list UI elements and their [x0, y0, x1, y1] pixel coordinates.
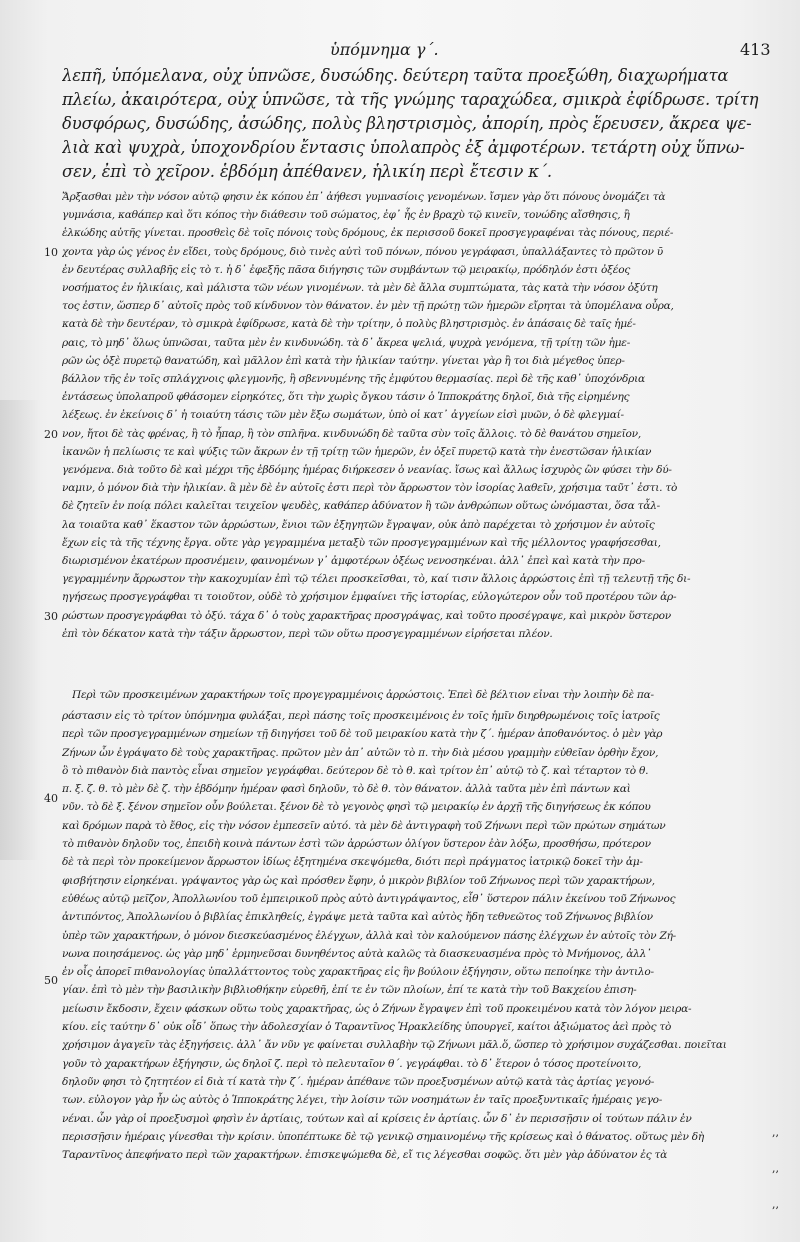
- commentary-line: κίου. εἰς ταύτην δ᾽ οὐκ οἶδ᾽ ὅπως τὴν ἀδολεσχίαν ὁ Ταραντῖνος Ἡρακλείδης ὑπουργεῖ, καίτοι ἀξιώματος ἀεὶ πρὸς τὸ: [62, 1021, 672, 1034]
- text-line: λεπῆ, ὑπόμελανα, οὐχ ὑπνῶσε, δυσώδης. δεύτερη ταῦτα προεξώθη, διαχωρήματα: [62, 66, 729, 85]
- line-number-20: 20: [44, 428, 58, 441]
- quote-mark: ,,: [772, 1126, 779, 1139]
- commentary-line: ἐν δευτέρας συλλαβῆς εἰς τὸ τ. ἡ δ᾽ ἐφεξῆς πᾶσα διήγησις τῶν συμβάντων τῷ μειρακίῳ, πρόδηλόν ἐστι ὀξέος: [62, 263, 631, 276]
- commentary-line: ράστασιν εἰς τὸ τρίτον ὑπόμνημα φυλάξαι, περὶ πάσης τοῖς προσκειμένοις ἐν τοῖς ἡμῖν διηρθρωμένοις τοῖς ἰατροῖς: [62, 710, 660, 722]
- commentary-line: δηλοῦν φησι τὸ ζητητέον εἰ διὰ τί κατὰ τὴν ζ´. ἡμέραν ἀπέθανε τῶν προεξυσμένων αὐτῷ κατὰ τὰς ἀρτίας γεγονό-: [62, 1075, 655, 1088]
- commentary-line: ναμιν, ὁ μόνον διὰ τὴν ἡλικίαν. ἃ μὲν δὲ ἐν αὐτοῖς ἐστι περὶ τὸν ἄρρωστον τὸν ἰσορίας λαθεῖν, χρήσιμα ταῦτ᾽ ἐστι. τὸ: [62, 482, 678, 495]
- commentary-line: χρήσιμον ἀγαγεῖν τὰς ἐξηγήσεις. ἀλλ᾽ ἄν νῦν γε φαίνεται συλλαβὴν τῷ Ζήνωνι μᾶλ.ὅ, ὥσπερ τὸ χρήσιμον συχάζεσθαι. ποιεῖται: [62, 1039, 727, 1052]
- commentary-line: λέξεως. ἐν ἐκείνοις δ᾽ ἡ τοιαύτη τάσις τῶν μὲν ἔξω σωμάτων, ὑπὸ οἱ κατ᾽ ἀγγείων εἰσὶ μυῶν, ὁ δὲ φλεγμαί-: [62, 409, 624, 422]
- commentary-line: μείωσιν ἔκδοσιν, ἔχειν φάσκων οὕτω τοὺς χαρακτῆρας, ὡς ὁ Ζήνων ἔγραψεν ἐπὶ τοῦ προκειμένου κατὰ τὸν λόγον μειρα-: [62, 1002, 692, 1015]
- commentary-line: ρώστων προσγεγράφθαι τὸ ὀξύ. τάχα δ᾽ ὁ τοὺς χαρακτῆρας προσγράψας, καὶ τοῦτο προσέγραψε, καὶ μικρὸν ὕστερον: [62, 609, 671, 622]
- commentary-line: γεγραμμένην ἄρρωστον τὴν κακοχυμίαν ἐπὶ τῷ τέλει προσκεῖσθαι, τὸ, καί τισιν ἄλλοις ἀρρώστοις ἐπὶ τῇ τελευτῇ τῆς δι-: [62, 573, 691, 586]
- running-head: ὑπόμνημα γ´.: [330, 40, 439, 59]
- commentary-line: ἐντάσεως ὑπολαπροῦ φθάσομεν εἰρηκότες, ὅτι τὴν χωρὶς ὄγκου τάσιν ὁ Ἱπποκράτης δηλοῖ, διὰ τῆς εἰρημένης: [62, 391, 630, 404]
- page-number: 413: [740, 40, 771, 59]
- line-number-30: 30: [44, 610, 58, 623]
- commentary-line: δὲ ζητεῖν ἐν ποίᾳ πόλει καλεῖται τειχεῖον ψευδὲς, καθάπερ ἀδύνατον ἢ τῶν ἀνθρώπων οὕτως ὠνόμασται, ὅσα τἆλ-: [62, 500, 660, 513]
- commentary-line: περὶ τῶν προσγεγραμμένων σημείων τῇ διηγήσει τοῦ δὲ τοῦ μειρακίου κατὰ τὴν ζ´. ἡμέραν ἀποθανόντος. ὁ μὲν γὰρ: [62, 728, 663, 741]
- commentary-line: νοσήματος ἐν ἡλικίαις, καὶ μάλιστα τῶν νέων γινομένων. τὰ μὲν δὲ ἄλλα συμπτώματα, τὰς κατὰ τὴν νόσον ὀξύτη: [62, 282, 658, 295]
- commentary-line: γενόμενα. διὰ τοῦτο δὲ καὶ μέχρι τῆς ἑβδόμης ἡμέρας διήρκεσεν ὁ νεανίας. ἴσως καὶ ἄλλως ἰσχυρὸς ὢν φύσει τὴν δύ-: [62, 464, 672, 477]
- commentary-line: ραις, τὸ μηδ᾽ ὅλως ὑπνῶσαι, ταῦτα μὲν ἐν κινδυνώδη. τὰ δ᾽ ἄκρεα ψελιά, ψυχρὰ γενόμενα, τῇ τρίτῃ τῶν ἡμε-: [62, 336, 631, 349]
- commentary-line: εὐθέως αὐτῷ μεῖζον, Ἀπολλωνίου τοῦ ἐμπειρικοῦ πρὸς αὐτὸ ἀντιγράψαντος, εἶθ᾽ ὕστερον πάλιν ἐκείνου τοῦ Ζήνωνος: [62, 892, 676, 905]
- commentary-line: λα τοιαῦτα καθ᾽ ἕκαστον τῶν ἀρρώστων, ἔνιοι τῶν ἐξηγητῶν ἔγραψαν, οὐκ ἀπὸ παρέχεται τὸ χρήσιμον ἐν αὐτοῖς: [62, 518, 655, 531]
- commentary-line: των. εὐλογον γὰρ ἦν ὡς αὐτὸς ὁ Ἱπποκράτης λέγει, τὴν λοίσιν τῶν νοσημάτων ἐν ταῖς προεξυντικαῖς ἡμέραις γεγο-: [62, 1094, 663, 1107]
- commentary-line: ρῶν ὡς ὀξὲ πυρετῷ θανατώδη, καὶ μᾶλλον ἐπὶ κατὰ τὴν ἡλικίαν ταύτην. γίνεται γὰρ ἢ τοι διὰ μέγεθος ὑπερ-: [62, 354, 625, 367]
- commentary-line: καὶ δρόμων παρὰ τὸ ἔθος, εἰς τὴν νόσον ἐμπεσεῖν αὐτό. τὰ μὲν δὲ ἀντιγραφὴ τοῦ Ζήνωνι περὶ τῶν πρώτων σημάτων: [62, 819, 666, 832]
- commentary-block-2: [62, 707, 767, 1164]
- text-line: πλείω, ἀκαιρότερα, οὐχ ὑπνῶσε, τὰ τῆς γνώμης ταραχώδεα, σμικρὰ ἐφίδρωσε. τρίτη: [62, 90, 759, 109]
- commentary-line: βάλλον τῆς ἐν τοῖς σπλάγχνοις φλεγμονῆς, ἢ σβεννυμένης τῆς ἐμφύτου θερμασίας. περὶ δὲ τῆς καθ᾽ ὑποχόνδρια: [62, 373, 645, 386]
- text-line: σεν, ἐπὶ τὸ χεῖρον. ἑβδόμη ἀπέθανεν, ἡλικίη περὶ ἔτεσιν κ´.: [62, 162, 552, 181]
- commentary-line: διωρισμένον ἑκατέρων προσνέμειν, φαινομένων γ᾽ ἀμφοτέρων ὀξέως νενοσηκέναι. ἀλλ᾽ ἐπεὶ καὶ κατὰ τὴν προ-: [62, 555, 645, 568]
- hippocratic-text: [62, 64, 767, 184]
- commentary-line: δὲ τὰ περὶ τὸν προκείμενον ἄρρωστον ἰδίως ἐξητημένα σκεψόμεθα, διότι περὶ πράγματος ἰατρικῷ δοκεῖ τὴν ἀμ-: [62, 856, 643, 869]
- commentary-line: νον, ἤτοι δὲ τὰς φρένας, ἢ τὸ ἧπαρ, ἢ τὸν σπλῆνα. κινδυνώδη δὲ ταῦτα σὺν τοῖς ἄλλοις. τὸ δὲ θανάτου σημεῖον,: [62, 427, 641, 440]
- commentary-line: ηγήσεως προσγεγράφθαι τι τοιοῦτον, οὐδὲ τὸ χρήσιμον ἐμφαίνει τῆς ἱστορίας, εὐλογώτερον οὖν τοῦ προτέρου τῶν ἀρ-: [62, 591, 677, 604]
- commentary-line: ἀντιπόντος, Ἀπολλωνίου ὁ βιβλίας ἐπικληθείς, ἐγράψε μετὰ ταῦτα καὶ αὐτὸς ἤδη τεθνεῶτος τοῦ Ζήνωνος βιβλίον: [62, 911, 653, 924]
- commentary-line: νῦν. τὸ δὲ ξ. ξένον σημεῖον οὖν βούλεται. ξένον δὲ τὸ γεγονὸς φησὶ τῷ μειρακίῳ ἐν ἀρχῇ τῆς διηγήσεως ἐκ κόπου: [62, 801, 651, 814]
- commentary-line: γίαν. ἐπὶ τὸ μὲν τὴν βασιλικὴν βιβλιοθήκην εὑρεθῆ, ἐπί τε ἐν τῶν πλοίων, ἐπί τε κατὰ τὴν τοῦ Βακχείου ἐπιση-: [62, 984, 637, 997]
- commentary-line: Ζήνων ὧν ἐγράψατο δὲ τοὺς χαρακτῆρας. πρῶτον μὲν ἀπ᾽ αὐτῶν τὸ π. τὴν διὰ μέσου γραμμὴν εὐθεῖαν ὀρθὴν ἔχον,: [62, 746, 659, 759]
- commentary-line: τὸ πιθανὸν δηλοῦν τος, ἐπειδὴ κοινὰ πάντων ἐστὶ τῶν ἀρρώστων ὀλίγον ὕστερον ἐὰν λόξω, προσθήσω, πρότερον: [62, 838, 651, 851]
- commentary-line: ὑπὲρ τῶν χαρακτήρων, ὁ μόνον διεσκεύασμένος ἐλέγχων, ἀλλὰ καὶ τὸν καλούμενον πάσης ἐλέγχων ἐν αὐτοῖς τὸν Ζή-: [62, 929, 677, 942]
- commentary-line: ἔχων εἰς τὰ τῆς τέχνης ἔργα. οὔτε γὰρ γεγραμμένα μεταξὺ τῶν προσγεγραμμένων καὶ τῆς μέλλοντος γραφήσεσθαι,: [62, 536, 661, 549]
- commentary-line: κατὰ δὲ τὴν δευτέραν, τὸ σμικρὰ ἐφίδρωσε, κατὰ δὲ τὴν τρίτην, ὁ πολὺς βληστρισμὸς. ἐν ἁπάσαις δὲ ταῖς ἡμέ-: [62, 318, 636, 331]
- commentary-line: ὃ τὸ πιθανὸν διὰ παντὸς εἶναι σημεῖον γεγράφθαι. δεύτερον δὲ τὸ θ. καὶ τρίτον ἐπ᾽ αὐτῷ τὸ ζ. καὶ τέταρτον τὸ θ.: [62, 764, 649, 777]
- commentary-line: γοῦν τὸ χαρακτήρων ἐξήγησιν, ὡς δηλοῖ ζ. περὶ τὸ πελευταῖον θ´. γεγράφθαι. τὸ δ᾽ ἕτερον ὁ τόσος προτείνοιτο,: [62, 1057, 642, 1070]
- line-number-50: 50: [44, 974, 58, 987]
- page-stain: [0, 400, 40, 860]
- quote-mark: ,,: [772, 1162, 779, 1175]
- commentary-line: ἱκανῶν ἡ πελίωσις τε καὶ ψύξις τῶν ἄκρων ἐν τῇ τρίτῃ τῶν ἡμερῶν, ἐν ὀξεῖ πυρετῷ κατὰ τὴν ἐνεστῶσαν ἡλικίαν: [62, 445, 652, 458]
- commentary-line: γυμνάσια, καθάπερ καὶ ὅτι κόπος τὴν διάθεσιν τοῦ σώματος, ἐφ᾽ ἧς ἐν βραχὺ τῷ κινεῖν, τονώδης αἴσθησις, ἢ: [62, 209, 630, 222]
- section-heading: Περὶ τῶν προσκειμένων χαρακτήρων τοῖς προγεγραμμένοις ἀρρώστοις. Ἐπεὶ δὲ βέλτιον εἶναι τὴν λοιπὴν δὲ πα-: [72, 689, 654, 701]
- line-number-10: 10: [44, 246, 58, 259]
- commentary-line: χοντα γὰρ ὡς γένος ἐν εἴδει, τοὺς δρόμους, διὸ τινὲς αὐτὶ τοῦ πόνων, πόνου γεγράφασι, ὑπαλλάξαντες τὸ πρῶτον ῡ: [62, 245, 663, 258]
- commentary-line: π. ξ. ζ. θ. τὸ μὲν δὲ ζ. τὴν ἑβδόμην ἡμέραν φασὶ δηλοῦν, τὸ δὲ θ. τὸν θάνατον. ἀλλὰ ταῦτα μὲν ἐπὶ πάντων καὶ: [62, 783, 631, 796]
- commentary-line: ἑλκώδης αὐτῆς γίνεται. προσθεὶς δὲ τοῖς πόνοις τοὺς δρόμους, ἐκ περισσοῦ δοκεῖ προσγεγραφέναι τὰς πόνους, περιέ-: [62, 227, 674, 240]
- commentary-block-1: [62, 188, 767, 643]
- commentary-line: περισσῇσιν ἡμέραις γίνεσθαι τὴν κρίσιν. ὑποπέπτωκε δὲ τῷ γενικῷ σημαινομένῳ τῆς κρίσεως καὶ ὁ θάνατος. οὕτως μὲν δὴ: [62, 1130, 704, 1143]
- commentary-line: Ἄρξασθαι μὲν τὴν νόσον αὐτῷ φησιν ἐκ κόπου ἐπ᾽ ἀήθεσι γυμνασίοις γενομένων. ἴσμεν γὰρ ὅτι πόνους ὀνομάζει τὰ: [62, 191, 666, 203]
- text-line: δυσφόρως, δυσώδης, ἀσώδης, πολὺς βληστρισμὸς, ἀπορίη, πρὸς ἕρευσεν, ἄκρεα ψε-: [62, 114, 752, 133]
- text-line: λιὰ καὶ ψυχρὰ, ὑποχονδρίου ἔντασις ὑπολαπρὸς ἐξ ἀμφοτέρων. τετάρτη οὐχ ὕπνω-: [62, 138, 745, 157]
- commentary-line: νωνα ποιησάμενος. ὡς γὰρ μηδ᾽ ἑρμηνεῦσαι δυνηθέντος αὐτὰ καλῶς τὰ διασκευασμένα πρὸς τὸ Μνήμονος, ἀλλ᾽: [62, 947, 652, 960]
- commentary-line: νέναι. ὧν γὰρ οἱ προεξυσμοὶ φησὶν ἐν ἀρτίαις, τούτων καὶ αἱ κρίσεις ἐν ἀρτίαις. ὧν δ᾽ ἐν περισσῇσιν οἱ τούτων πάλιν ἐν: [62, 1112, 692, 1125]
- line-number-40: 40: [44, 792, 58, 805]
- commentary-line: Ταραντῖνος ἀπεφήνατο περὶ τῶν χαρακτήρων. ἐπισκεψώμεθα δὲ, εἴ τις λέγεσθαι σοφῶς. ὅτι μὲν γὰρ ἀδύνατον ἐς τὰ: [62, 1149, 668, 1162]
- commentary-line: φισβήτησιν εἰρηκέναι. γράψαντος γὰρ ὡς καὶ πρόσθεν ἔφην, ὁ μικρὸν βιβλίον τοῦ Ζήνωνος περὶ τῶν χαρακτήρων,: [62, 874, 655, 887]
- commentary-line: ἐπὶ τὸν δέκατον κατὰ τὴν τάξιν ἄρρωστον, περὶ τῶν οὕτω προσγεγραμμένων εἰρήσεται πλέον.: [62, 627, 553, 640]
- quote-mark: ,,: [772, 1198, 779, 1211]
- commentary-line: τος ἐστιν, ὥσπερ δ᾽ αὐτοῖς πρὸς τοῦ κίνδυνον τὸν θάνατον. ἐν μὲν τῇ πρώτῃ τῶν ἡμερῶν εἴρηται τὰ ὑπομέλανα οὖρα,: [62, 300, 674, 313]
- commentary-line: ἐν οἷς ἀπορεῖ πιθανολογίας ὑπαλλάττοντος τοὺς χαρακτῆρας εἰς ἣν βούλοιν ἐξήγησιν, οὕτω πεποίηκε τὴν ἀντιλο-: [62, 966, 654, 979]
